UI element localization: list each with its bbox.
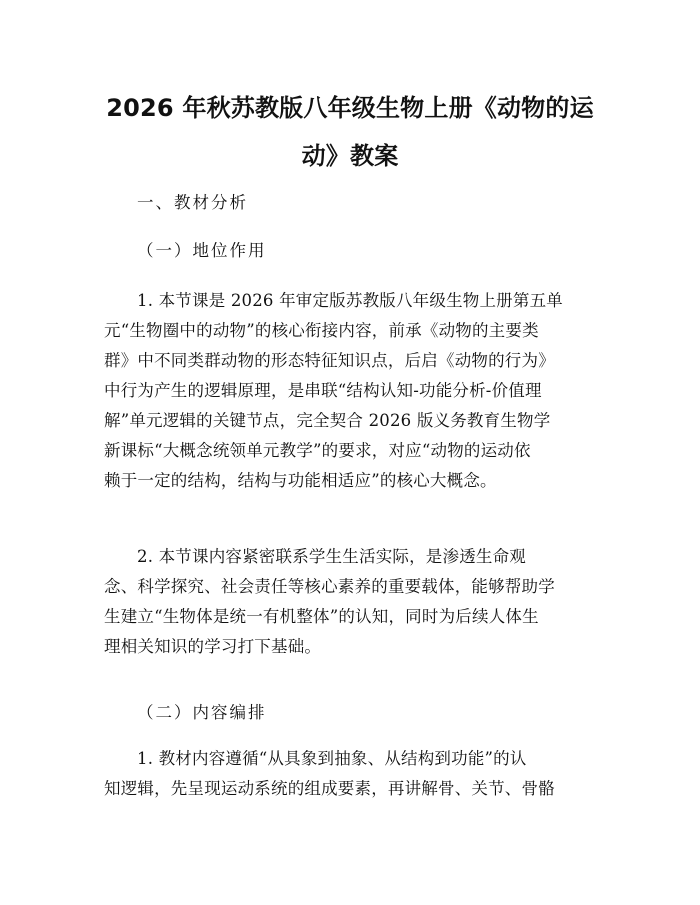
paragraph-line: 2. 本节课内容紧密联系学生生活实际，是渗透生命观 — [137, 547, 526, 566]
paragraph-line: 理相关知识的学习打下基础。 — [104, 637, 322, 656]
paragraph-content-arrangement-1 — [104, 744, 598, 804]
paragraph-line: 元“生物圈中的动物”的核心衔接内容，前承《动物的主要类 — [104, 321, 539, 340]
paragraph-line: 1. 本节课是 2026 年审定版苏教版八年级生物上册第五单 — [137, 291, 563, 310]
paragraph-position-role-1 — [104, 286, 598, 496]
paragraph-line: 赖于一定的结构，结构与功能相适应”的核心大概念。 — [104, 471, 497, 490]
paragraph-line: 解”单元逻辑的关键节点，完全契合 2026 版义务教育生物学 — [104, 411, 551, 430]
paragraph-line: 中行为产生的逻辑原理，是串联“结构认知-功能分析-价值理 — [104, 381, 542, 400]
section-heading-textbook-analysis: 一、教材分析 — [137, 193, 248, 212]
paragraph-line: 新课标“大概念统领单元教学”的要求，对应“动物的运动依 — [104, 441, 531, 460]
paragraph-position-role-2 — [104, 542, 598, 662]
document-title — [104, 84, 596, 180]
paragraph-line: 生建立“生物体是统一有机整体”的认知，同时为后续人体生 — [104, 607, 539, 626]
paragraph-line: 念、科学探究、社会责任等核心素养的重要载体，能够帮助学 — [104, 577, 555, 596]
paragraph-line: 1. 教材内容遵循“从具象到抽象、从结构到功能”的认 — [137, 749, 527, 768]
subsection-heading-content-arrangement: （二）内容编排 — [137, 703, 267, 722]
title-line-1: 2026 年秋苏教版八年级生物上册《动物的运 — [106, 94, 594, 122]
paragraph-line: 群》中不同类群动物的形态特征知识点，后启《动物的行为》 — [104, 351, 555, 370]
paragraph-line: 知逻辑，先呈现运动系统的组成要素，再讲解骨、关节、骨骼 — [104, 779, 555, 798]
title-line-2: 动》教案 — [301, 142, 399, 170]
subsection-heading-position-role: （一）地位作用 — [137, 241, 267, 260]
